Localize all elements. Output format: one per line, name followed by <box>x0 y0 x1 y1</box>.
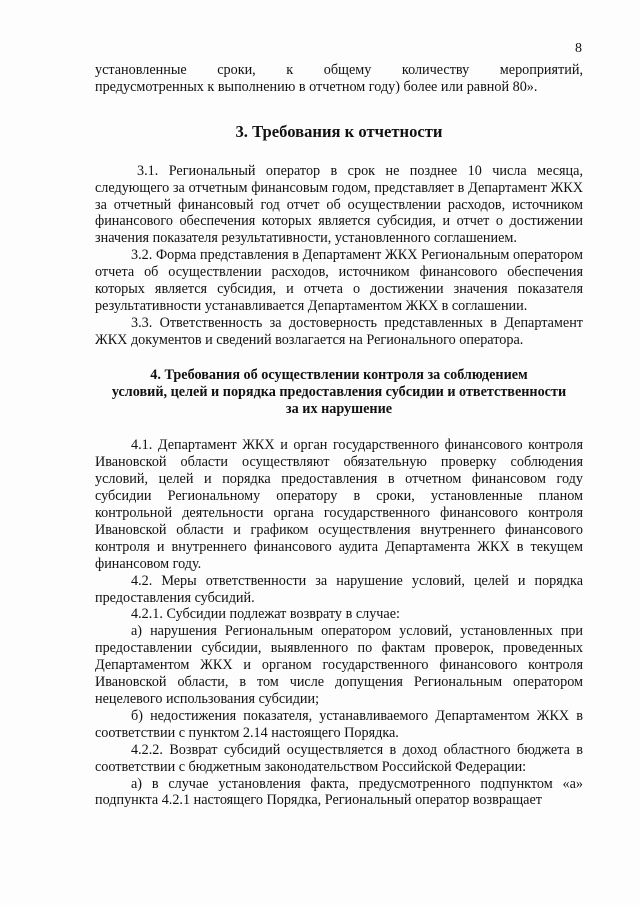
paragraph-3-2: 3.2. Форма представления в Департамент ЖКХ Региональным оператором отчета об осуществлении расходов, источником финансового обеспечения которых является субсидия, и отчета о достижении значения показателя результативности устанавливается Департаментом ЖКХ в соглашении. <box>95 247 583 314</box>
paragraph-4-2-2-a: а) в случае установления факта, предусмотренного подпунктом «а» подпункта 4.2.1 настоящего Порядка, Региональный оператор возвращает <box>95 775 583 809</box>
paragraph-3-3: 3.3. Ответственность за достоверность представленных в Департамент ЖКХ документов и сведений возлагается на Регионального оператора. <box>95 314 583 348</box>
section-3-heading: 3. Требования к отчетности <box>235 121 443 141</box>
document-body <box>95 62 583 809</box>
paragraph-4-2: 4.2. Меры ответственности за нарушение условий, целей и порядка предоставления субсидий. <box>95 572 583 606</box>
paragraph-4-2-2: 4.2.2. Возврат субсидий осуществляется в доход областного бюджета в соответствии с бюджетным законодательством Российской Федерации: <box>95 741 583 775</box>
section-4-heading <box>95 367 583 418</box>
intro-paragraph <box>95 62 583 96</box>
intro-line-1: установленные сроки, к общему количеству мероприятий, <box>95 62 583 78</box>
paragraph-4-2-1: 4.2.1. Субсидии подлежат возврату в случае: <box>131 606 400 623</box>
paragraph-4-2-1-a: а) нарушения Региональным оператором условий, установленных при предоставлении субсидии, выявленного по фактам проверок, проведенных Департаментом ЖКХ и органом государственного финансового контроля Ивановской области, в том числе допущения Региональным оператором нецелевого использования субсидии; <box>95 623 583 707</box>
paragraph-3-1: 3.1. Региональный оператор в срок не позднее 10 числа месяца, следующего за отчетным финансовым годом, представляет в Департамент ЖКХ за отчетный финансовый год отчет об осуществлении расходов, источником финансового обеспечения которых является субсидия, и отчет о достижении значения показателя результативности, установленного соглашением. <box>95 162 583 247</box>
section-4-heading-line-2: условий, целей и порядка предоставления субсидии и ответственности <box>111 383 567 400</box>
intro-line-2: предусмотренных к выполнению в отчетном году) более или равной 80». <box>95 78 538 95</box>
paragraph-4-1: 4.1. Департамент ЖКХ и орган государственного финансового контроля Ивановской области осуществляют обязательную проверку соблюдения условий, целей и порядка предоставления в отчетном финансовом году субсидии Региональному оператору в сроки, установленные планом контрольной деятельности органа государственного финансового контроля Ивановской области и графиком осуществления внутреннего финансового контроля и внутреннего финансового аудита Департамента ЖКХ в текущем финансовом году. <box>95 437 583 572</box>
page-number: 8 <box>575 41 582 56</box>
section-4-heading-line-3: за их нарушение <box>285 400 393 417</box>
paragraph-4-2-1-b: б) недостижения показателя, устанавливаемого Департаментом ЖКХ в соответствии с пунктом 2.14 настоящего Порядка. <box>95 707 583 741</box>
section-4-heading-line-1: 4. Требования об осуществлении контроля за соблюдением <box>150 366 528 383</box>
